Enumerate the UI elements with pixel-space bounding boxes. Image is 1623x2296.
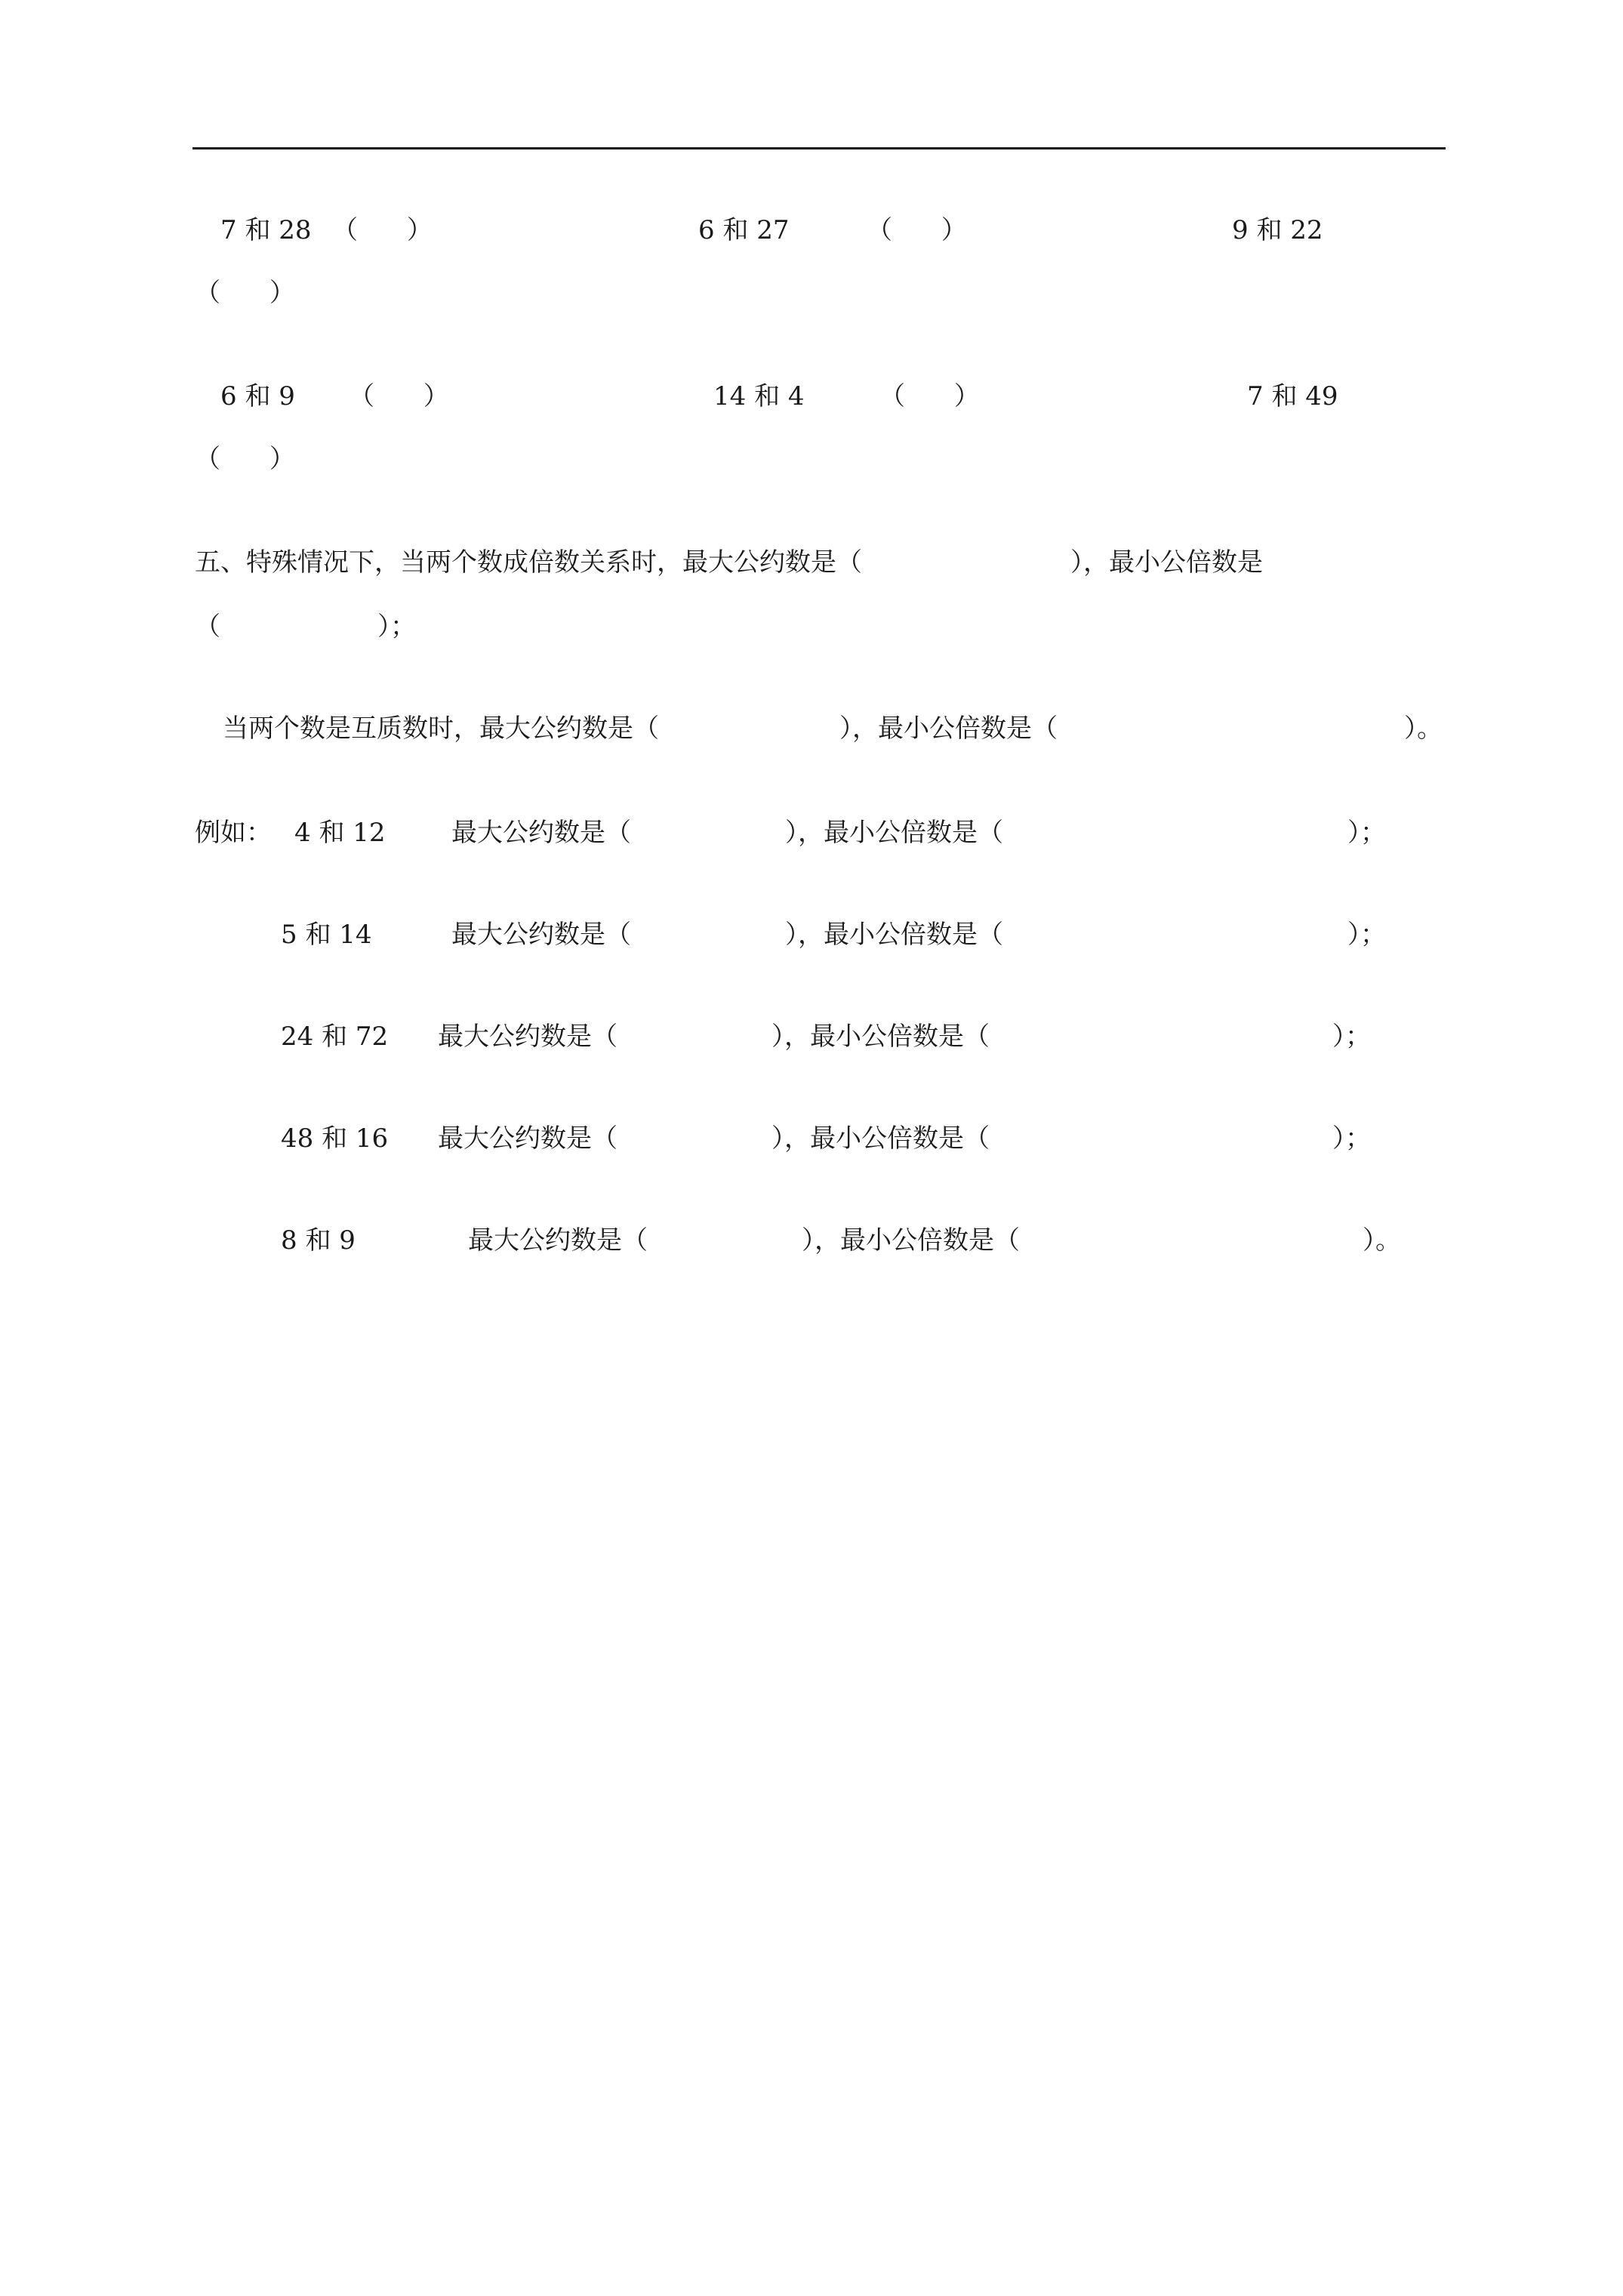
- example-end: ）；: [1332, 1123, 1371, 1154]
- coprime-text: 当两个数是互质数时，最大公约数是（: [223, 713, 659, 744]
- answer-blank[interactable]: （ ）: [879, 381, 980, 411]
- example-pair: 4 和 12: [294, 818, 386, 848]
- example-lcm-label: ），最小公倍数是（: [771, 1123, 990, 1154]
- header-rule: [192, 147, 1446, 149]
- example-label: 例如：: [195, 818, 272, 848]
- pair-label: 6 和 9: [220, 381, 295, 411]
- example-lcm-label: ），最小公倍数是（: [771, 1022, 990, 1052]
- pair-label: 9 和 22: [1232, 215, 1323, 245]
- example-pair: 48 和 16: [281, 1123, 389, 1154]
- section-five-text: ），最小公倍数是: [1070, 547, 1263, 578]
- answer-blank[interactable]: （ ）: [332, 215, 433, 245]
- example-lcm-label: ），最小公倍数是（: [802, 1225, 1020, 1256]
- pair-label: 14 和 4: [713, 381, 805, 411]
- pair-label: 7 和 28: [220, 215, 312, 245]
- example-end: ）；: [1347, 818, 1386, 848]
- example-gcd-label: 最大公约数是（: [468, 1225, 648, 1256]
- example-end: ）；: [1347, 920, 1386, 950]
- example-gcd-label: 最大公约数是（: [451, 818, 631, 848]
- example-end: ）；: [1332, 1022, 1371, 1052]
- section-five-text: （: [195, 612, 220, 642]
- example-gcd-label: 最大公约数是（: [451, 920, 631, 950]
- example-pair: 8 和 9: [281, 1225, 356, 1256]
- example-end: ）。: [1363, 1225, 1401, 1256]
- example-gcd-label: 最大公约数是（: [438, 1022, 617, 1052]
- example-gcd-label: 最大公约数是（: [438, 1123, 617, 1154]
- answer-blank[interactable]: （ ）: [195, 278, 295, 308]
- example-pair: 5 和 14: [281, 920, 372, 950]
- coprime-text: ）。: [1404, 713, 1443, 744]
- answer-blank[interactable]: （ ）: [349, 381, 449, 411]
- coprime-text: ），最小公倍数是（: [839, 713, 1058, 744]
- answer-blank[interactable]: （ ）: [195, 444, 295, 474]
- example-lcm-label: ），最小公倍数是（: [785, 818, 1003, 848]
- example-lcm-label: ），最小公倍数是（: [785, 920, 1003, 950]
- pair-label: 7 和 49: [1247, 381, 1338, 411]
- example-pair: 24 和 72: [281, 1022, 389, 1052]
- answer-blank[interactable]: （ ）: [867, 215, 967, 245]
- section-five-text: ）；: [377, 612, 416, 642]
- section-five-heading: 五、特殊情况下，当两个数成倍数关系时，最大公约数是（: [195, 547, 862, 578]
- pair-label: 6 和 27: [698, 215, 790, 245]
